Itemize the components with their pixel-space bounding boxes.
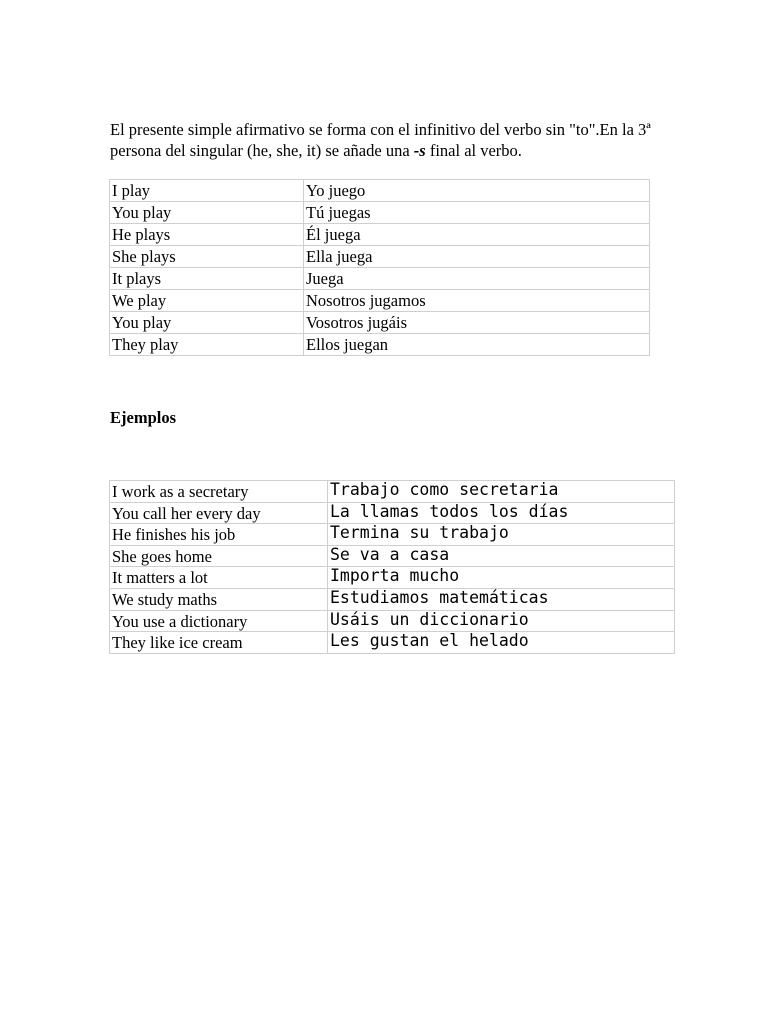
intro-text-after: final al verbo. (425, 141, 522, 160)
spanish-cell: Usáis un diccionario (328, 610, 675, 632)
table-row (110, 246, 650, 268)
table-row (110, 588, 675, 610)
english-cell: You use a dictionary (110, 610, 328, 632)
spanish-cell: Importa mucho (328, 567, 675, 589)
english-cell: They play (110, 334, 304, 356)
intro-paragraph (110, 119, 670, 161)
table-row (110, 334, 650, 356)
table-row (110, 312, 650, 334)
english-cell: It matters a lot (110, 567, 328, 589)
spanish-cell: Ellos juegan (304, 334, 650, 356)
english-cell: We study maths (110, 588, 328, 610)
english-cell: You call her every day (110, 502, 328, 524)
english-cell: I play (110, 180, 304, 202)
table-row (110, 524, 675, 546)
table-row (110, 202, 650, 224)
spanish-cell: Vosotros jugáis (304, 312, 650, 334)
table-row (110, 632, 675, 654)
intro-suffix: -s (413, 141, 426, 160)
spanish-cell: Juega (304, 268, 650, 290)
spanish-cell: Yo juego (304, 180, 650, 202)
spanish-cell: Él juega (304, 224, 650, 246)
spanish-cell: Termina su trabajo (328, 524, 675, 546)
table-row (110, 224, 650, 246)
english-cell: You play (110, 312, 304, 334)
table-row (110, 481, 675, 503)
english-cell: It plays (110, 268, 304, 290)
english-cell: He finishes his job (110, 524, 328, 546)
english-cell: She plays (110, 246, 304, 268)
spanish-cell: Trabajo como secretaria (328, 481, 675, 503)
table-row (110, 180, 650, 202)
spanish-cell: La llamas todos los días (328, 502, 675, 524)
examples-table (109, 480, 675, 654)
table-row (110, 502, 675, 524)
examples-heading: Ejemplos (110, 408, 176, 427)
spanish-cell: Estudiamos matemáticas (328, 588, 675, 610)
table-row (110, 545, 675, 567)
spanish-cell: Se va a casa (328, 545, 675, 567)
english-cell: We play (110, 290, 304, 312)
spanish-cell: Tú juegas (304, 202, 650, 224)
table-row (110, 290, 650, 312)
english-cell: He plays (110, 224, 304, 246)
table-row (110, 567, 675, 589)
spanish-cell: Nosotros jugamos (304, 290, 650, 312)
english-cell: I work as a secretary (110, 481, 328, 503)
english-cell: You play (110, 202, 304, 224)
table-row (110, 610, 675, 632)
conjugation-table (109, 179, 650, 356)
spanish-cell: Les gustan el helado (328, 632, 675, 654)
intro-text-before: El presente simple afirmativo se forma con el infinitivo del verbo sin "to".En la 3ª persona del singular (he, she, it) se añade una (110, 120, 651, 160)
table-row (110, 268, 650, 290)
spanish-cell: Ella juega (304, 246, 650, 268)
english-cell: They like ice cream (110, 632, 328, 654)
english-cell: She goes home (110, 545, 328, 567)
